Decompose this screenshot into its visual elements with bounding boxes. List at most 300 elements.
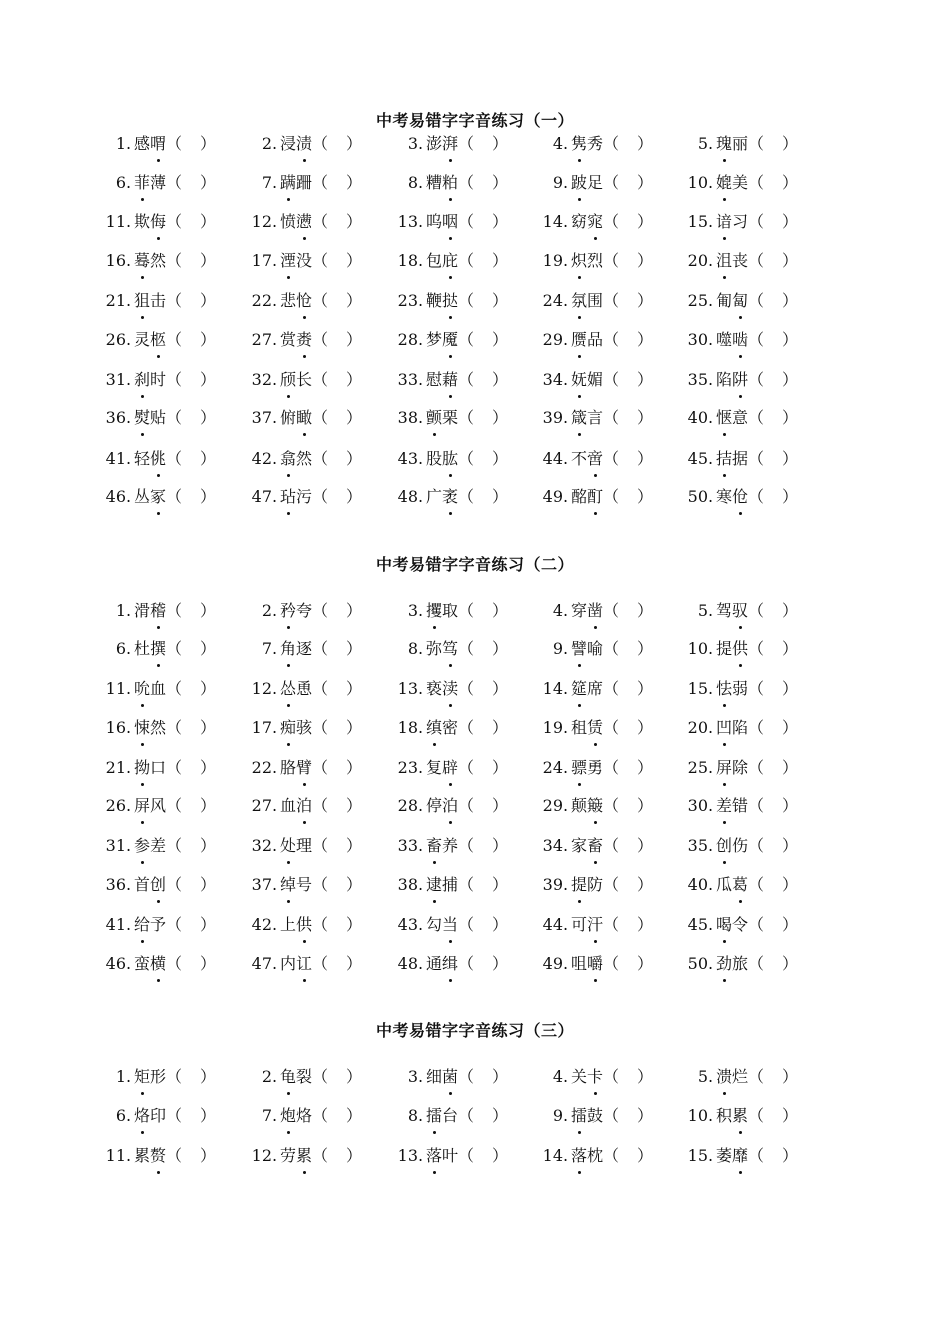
answer-blank[interactable] xyxy=(603,287,653,315)
answer-blank[interactable] xyxy=(166,483,216,511)
answer-blank[interactable] xyxy=(458,1142,508,1170)
question-word xyxy=(426,287,458,315)
question-item: 6. 烙印（ ） xyxy=(90,1102,216,1130)
answer-blank[interactable] xyxy=(603,950,653,978)
answer-blank[interactable] xyxy=(312,483,362,511)
section-title: 中考易错字字音练习（二） xyxy=(375,555,574,574)
character: 弥 xyxy=(426,639,443,658)
character: 然 xyxy=(150,251,167,270)
answer-blank[interactable] xyxy=(166,445,216,473)
answer-blank[interactable] xyxy=(603,247,653,275)
question-item: 3. 攫取（ ） xyxy=(382,597,508,625)
character: 租 xyxy=(571,718,588,737)
answer-blank[interactable] xyxy=(166,404,216,432)
character: 恿 xyxy=(296,679,313,698)
answer-blank[interactable] xyxy=(312,247,362,275)
marked-character: 袤 xyxy=(442,483,458,511)
question-item: 9. 跛足（ ） xyxy=(527,169,653,197)
answer-blank[interactable] xyxy=(166,675,216,703)
answer-blank[interactable] xyxy=(166,208,216,236)
answer-blank[interactable] xyxy=(166,287,216,315)
marked-character: 横 xyxy=(150,950,166,978)
answer-blank[interactable] xyxy=(166,754,216,782)
marked-character: 翕 xyxy=(280,445,296,473)
answer-blank[interactable] xyxy=(312,326,362,354)
question-item: 9. 擂鼓（ ） xyxy=(527,1102,653,1130)
marked-character: 佻 xyxy=(150,445,166,473)
question-number: 44 xyxy=(542,449,563,468)
answer-blank[interactable] xyxy=(166,247,216,275)
answer-blank[interactable] xyxy=(312,287,362,315)
answer-blank[interactable] xyxy=(166,366,216,394)
answer-blank[interactable] xyxy=(603,635,653,663)
answer-blank[interactable] xyxy=(166,911,216,939)
question-word xyxy=(716,950,748,978)
answer-blank[interactable] xyxy=(458,169,508,197)
marked-character: 菲 xyxy=(134,169,150,197)
question-word xyxy=(716,832,748,860)
answer-blank[interactable] xyxy=(748,597,798,625)
question-item: 4. 穿凿（ ） xyxy=(527,597,653,625)
marked-character: 拗 xyxy=(134,754,150,782)
answer-blank[interactable] xyxy=(312,208,362,236)
answer-blank[interactable] xyxy=(166,792,216,820)
answer-blank[interactable] xyxy=(603,792,653,820)
answer-blank[interactable] xyxy=(603,754,653,782)
question-item: 28. 停泊（ ） xyxy=(382,792,508,820)
character: 提 xyxy=(716,639,733,658)
character: 喻 xyxy=(587,639,604,658)
answer-blank[interactable] xyxy=(312,950,362,978)
answer-blank[interactable] xyxy=(312,1142,362,1170)
question-number: 6 xyxy=(115,639,126,658)
answer-blank[interactable] xyxy=(458,247,508,275)
answer-blank[interactable] xyxy=(458,714,508,742)
question-number: 32 xyxy=(251,370,272,389)
marked-character: 湃 xyxy=(442,130,458,158)
answer-blank[interactable] xyxy=(458,911,508,939)
question-word xyxy=(426,792,458,820)
question-item: 13. 落叶（ ） xyxy=(382,1142,508,1170)
character: 养 xyxy=(442,836,459,855)
marked-character: 媲 xyxy=(716,169,732,197)
question-word xyxy=(134,832,166,860)
answer-blank[interactable] xyxy=(748,404,798,432)
question-number: 22 xyxy=(251,758,272,777)
marked-character: 筵 xyxy=(571,675,587,703)
answer-blank[interactable] xyxy=(312,635,362,663)
question-word xyxy=(716,597,748,625)
marked-character: 葛 xyxy=(732,871,748,899)
answer-blank[interactable] xyxy=(603,445,653,473)
question-number: 48 xyxy=(397,487,418,506)
question-word xyxy=(716,1063,748,1091)
answer-blank[interactable] xyxy=(748,871,798,899)
question-item: 16. 蓦然（ ） xyxy=(90,247,216,275)
character: 胳 xyxy=(280,758,297,777)
question-item: 29. 颠簸（ ） xyxy=(527,792,653,820)
marked-character: 矜 xyxy=(280,597,296,625)
character: 停 xyxy=(426,796,443,815)
marked-character: 刹 xyxy=(134,366,150,394)
answer-blank[interactable] xyxy=(166,1063,216,1091)
section-title: 中考易错字字音练习（一） xyxy=(375,111,574,130)
question-item: 24. 氛围（ ） xyxy=(527,287,653,315)
question-word xyxy=(571,832,603,860)
marked-character: 蓦 xyxy=(134,247,150,275)
marked-character: 供 xyxy=(732,635,748,663)
question-number: 2 xyxy=(261,1067,272,1086)
question-word xyxy=(280,404,312,432)
character: 风 xyxy=(150,796,167,815)
question-number: 24 xyxy=(542,291,563,310)
question-word xyxy=(426,326,458,354)
answer-blank[interactable] xyxy=(458,287,508,315)
marked-character: 撰 xyxy=(150,635,166,663)
question-item: 20. 沮丧（ ） xyxy=(672,247,798,275)
question-item: 26. 屏风（ ） xyxy=(90,792,216,820)
marked-character: 攫 xyxy=(426,597,442,625)
question-word xyxy=(280,911,312,939)
answer-blank[interactable] xyxy=(603,597,653,625)
question-word xyxy=(716,326,748,354)
question-word xyxy=(571,597,603,625)
character: 赏 xyxy=(280,330,297,349)
question-number: 49 xyxy=(542,487,563,506)
question-number: 46 xyxy=(105,487,126,506)
marked-character: 落 xyxy=(426,1142,442,1170)
marked-character: 给 xyxy=(134,911,150,939)
answer-blank[interactable] xyxy=(312,445,362,473)
answer-blank[interactable] xyxy=(748,287,798,315)
character: 防 xyxy=(587,875,604,894)
answer-blank[interactable] xyxy=(166,597,216,625)
question-item: 12. 劳累（ ） xyxy=(236,1142,362,1170)
question-number: 24 xyxy=(542,758,563,777)
question-item: 46. 丛冢（ ） xyxy=(90,483,216,511)
question-item: 8. 弥笃（ ） xyxy=(382,635,508,663)
answer-blank[interactable] xyxy=(748,1142,798,1170)
question-word xyxy=(716,287,748,315)
answer-blank[interactable] xyxy=(312,911,362,939)
question-word xyxy=(134,792,166,820)
question-word xyxy=(571,130,603,158)
question-word xyxy=(134,754,166,782)
answer-blank[interactable] xyxy=(458,754,508,782)
answer-blank[interactable] xyxy=(603,911,653,939)
question-item: 10. 积累（ ） xyxy=(672,1102,798,1130)
question-word xyxy=(716,911,748,939)
answer-blank[interactable] xyxy=(748,208,798,236)
question-item: 31. 参差（ ） xyxy=(90,832,216,860)
question-word xyxy=(571,1102,603,1130)
answer-blank[interactable] xyxy=(603,1063,653,1091)
question-item: 40. 惬意（ ） xyxy=(672,404,798,432)
answer-blank[interactable] xyxy=(166,832,216,860)
question-number: 11 xyxy=(105,212,126,231)
answer-blank[interactable] xyxy=(748,911,798,939)
character: 围 xyxy=(587,291,604,310)
character: 捕 xyxy=(442,875,459,894)
question-item: 8. 擂台（ ） xyxy=(382,1102,508,1130)
question-word xyxy=(426,130,458,158)
question-item: 19. 炽烈（ ） xyxy=(527,247,653,275)
answer-blank[interactable] xyxy=(603,832,653,860)
marked-character: 凿 xyxy=(587,597,603,625)
answer-blank[interactable] xyxy=(166,1142,216,1170)
question-item: 46. 蛮横（ ） xyxy=(90,950,216,978)
answer-blank[interactable] xyxy=(458,792,508,820)
question-number: 47 xyxy=(251,954,272,973)
marked-character: 累 xyxy=(296,1142,312,1170)
answer-blank[interactable] xyxy=(166,130,216,158)
answer-blank[interactable] xyxy=(603,1142,653,1170)
question-item: 38. 逮捕（ ） xyxy=(382,871,508,899)
question-word xyxy=(134,287,166,315)
answer-blank[interactable] xyxy=(748,445,798,473)
question-number: 10 xyxy=(687,1106,708,1125)
answer-blank[interactable] xyxy=(748,792,798,820)
answer-blank[interactable] xyxy=(312,714,362,742)
answer-blank[interactable] xyxy=(166,169,216,197)
character: 意 xyxy=(732,408,749,427)
question-number: 4 xyxy=(552,1067,563,1086)
answer-blank[interactable] xyxy=(458,326,508,354)
answer-blank[interactable] xyxy=(603,169,653,197)
character: 慰 xyxy=(426,370,443,389)
answer-blank[interactable] xyxy=(748,247,798,275)
character: 灵 xyxy=(134,330,151,349)
question-word xyxy=(571,287,603,315)
character: 除 xyxy=(732,758,749,777)
marked-character: 创 xyxy=(150,871,166,899)
question-item: 10. 提供（ ） xyxy=(672,635,798,663)
question-item: 42. 翕然（ ） xyxy=(236,445,362,473)
question-word xyxy=(134,247,166,275)
question-word xyxy=(716,169,748,197)
question-word xyxy=(426,754,458,782)
question-item: 18. 包庇（ ） xyxy=(382,247,508,275)
answer-blank[interactable] xyxy=(603,404,653,432)
marked-character: 劲 xyxy=(716,950,732,978)
marked-character: 缜 xyxy=(426,714,442,742)
question-word xyxy=(134,169,166,197)
answer-blank[interactable] xyxy=(312,404,362,432)
character: 广 xyxy=(426,487,443,506)
answer-blank[interactable] xyxy=(748,675,798,703)
character: 薄 xyxy=(150,173,167,192)
question-number: 1 xyxy=(115,601,126,620)
answer-blank[interactable] xyxy=(312,169,362,197)
question-item: 13. 亵渎（ ） xyxy=(382,675,508,703)
question-number: 33 xyxy=(397,836,418,855)
character: 美 xyxy=(732,173,749,192)
question-number: 16 xyxy=(105,251,126,270)
answer-blank[interactable] xyxy=(748,130,798,158)
answer-blank[interactable] xyxy=(603,130,653,158)
answer-blank[interactable] xyxy=(166,326,216,354)
answer-blank[interactable] xyxy=(748,326,798,354)
question-item: 43. 股肱（ ） xyxy=(382,445,508,473)
answer-blank[interactable] xyxy=(166,950,216,978)
answer-blank[interactable] xyxy=(748,635,798,663)
answer-blank[interactable] xyxy=(458,445,508,473)
question-number: 43 xyxy=(397,449,418,468)
marked-character: 玷 xyxy=(280,483,296,511)
answer-blank[interactable] xyxy=(458,1102,508,1130)
marked-character: 凹 xyxy=(716,714,732,742)
question-item: 44. 不啻（ ） xyxy=(527,445,653,473)
marked-character: 擂 xyxy=(571,1102,587,1130)
character: 陷 xyxy=(732,718,749,737)
answer-blank[interactable] xyxy=(748,483,798,511)
question-number: 35 xyxy=(687,836,708,855)
answer-blank[interactable] xyxy=(312,754,362,782)
answer-blank[interactable] xyxy=(458,871,508,899)
answer-blank[interactable] xyxy=(458,208,508,236)
answer-blank[interactable] xyxy=(458,675,508,703)
marked-character: 簸 xyxy=(587,792,603,820)
question-word xyxy=(716,247,748,275)
question-word xyxy=(716,635,748,663)
question-word xyxy=(426,950,458,978)
question-row xyxy=(0,483,950,511)
question-word xyxy=(716,366,748,394)
question-word xyxy=(426,597,458,625)
question-item: 41. 轻佻（ ） xyxy=(90,445,216,473)
question-item: 15. 谙习（ ） xyxy=(672,208,798,236)
answer-blank[interactable] xyxy=(603,483,653,511)
answer-blank[interactable] xyxy=(166,635,216,663)
question-item: 47. 玷污（ ） xyxy=(236,483,362,511)
answer-blank[interactable] xyxy=(603,1102,653,1130)
answer-blank[interactable] xyxy=(312,130,362,158)
answer-blank[interactable] xyxy=(312,1102,362,1130)
question-item: 14. 落枕（ ） xyxy=(527,1142,653,1170)
character: 浸 xyxy=(280,134,297,153)
marked-character: 挞 xyxy=(442,287,458,315)
answer-blank[interactable] xyxy=(312,675,362,703)
answer-blank[interactable] xyxy=(748,366,798,394)
answer-blank[interactable] xyxy=(458,597,508,625)
answer-blank[interactable] xyxy=(603,366,653,394)
question-word xyxy=(716,483,748,511)
answer-blank[interactable] xyxy=(166,714,216,742)
question-item: 26. 灵柩（ ） xyxy=(90,326,216,354)
character: 澎 xyxy=(426,134,443,153)
question-item: 48. 通缉（ ） xyxy=(382,950,508,978)
question-item: 27. 血泊（ ） xyxy=(236,792,362,820)
character: 口 xyxy=(150,758,167,777)
marked-character: 供 xyxy=(296,911,312,939)
answer-blank[interactable] xyxy=(748,950,798,978)
character: 印 xyxy=(150,1106,167,1125)
question-item: 29. 赝品（ ） xyxy=(527,326,653,354)
marked-character: 擂 xyxy=(426,1102,442,1130)
answer-blank[interactable] xyxy=(458,1063,508,1091)
answer-blank[interactable] xyxy=(603,208,653,236)
question-number: 19 xyxy=(542,251,563,270)
question-item: 42. 上供（ ） xyxy=(236,911,362,939)
question-item: 3. 细菌（ ） xyxy=(382,1063,508,1091)
question-item: 45. 拮据（ ） xyxy=(672,445,798,473)
question-item: 39. 箴言（ ） xyxy=(527,404,653,432)
question-item: 36. 熨贴（ ） xyxy=(90,404,216,432)
question-number: 9 xyxy=(552,639,563,658)
answer-blank[interactable] xyxy=(748,754,798,782)
question-word xyxy=(716,871,748,899)
character: 内 xyxy=(280,954,297,973)
character: 形 xyxy=(150,1067,167,1086)
answer-blank[interactable] xyxy=(312,792,362,820)
question-word xyxy=(571,635,603,663)
question-item: 2. 浸渍（ ） xyxy=(236,130,362,158)
character: 股 xyxy=(426,449,443,468)
answer-blank[interactable] xyxy=(458,832,508,860)
answer-blank[interactable] xyxy=(312,832,362,860)
question-item: 11. 吮血（ ） xyxy=(90,675,216,703)
answer-blank[interactable] xyxy=(312,1063,362,1091)
answer-blank[interactable] xyxy=(603,714,653,742)
marked-character: 卡 xyxy=(587,1063,603,1091)
question-row xyxy=(0,1142,950,1170)
answer-blank[interactable] xyxy=(458,635,508,663)
marked-character: 熨 xyxy=(134,404,150,432)
question-row xyxy=(0,404,950,432)
answer-blank[interactable] xyxy=(458,483,508,511)
answer-blank[interactable] xyxy=(312,366,362,394)
question-word xyxy=(280,832,312,860)
answer-blank[interactable] xyxy=(748,1063,798,1091)
answer-blank[interactable] xyxy=(458,130,508,158)
answer-blank[interactable] xyxy=(312,871,362,899)
answer-blank[interactable] xyxy=(603,326,653,354)
character: 错 xyxy=(732,796,749,815)
answer-blank[interactable] xyxy=(166,871,216,899)
answer-blank[interactable] xyxy=(458,950,508,978)
question-number: 41 xyxy=(105,449,126,468)
question-row xyxy=(0,247,950,275)
marked-character: 龟 xyxy=(280,1063,296,1091)
answer-blank[interactable] xyxy=(748,1102,798,1130)
marked-character: 颤 xyxy=(426,404,442,432)
question-number: 14 xyxy=(542,1146,563,1165)
marked-character: 泊 xyxy=(442,792,458,820)
character: 积 xyxy=(716,1106,733,1125)
question-number: 10 xyxy=(687,639,708,658)
answer-blank[interactable] xyxy=(312,597,362,625)
answer-blank[interactable] xyxy=(748,714,798,742)
character: 令 xyxy=(732,915,749,934)
question-number: 34 xyxy=(542,370,563,389)
question-word xyxy=(134,483,166,511)
question-number: 8 xyxy=(407,173,418,192)
character: 烙 xyxy=(296,1106,313,1125)
question-item: 8. 糟粕（ ） xyxy=(382,169,508,197)
character: 愤 xyxy=(280,212,297,231)
answer-blank[interactable] xyxy=(603,871,653,899)
answer-blank[interactable] xyxy=(748,169,798,197)
answer-blank[interactable] xyxy=(458,366,508,394)
answer-blank[interactable] xyxy=(458,404,508,432)
answer-blank[interactable] xyxy=(166,1102,216,1130)
answer-blank[interactable] xyxy=(603,675,653,703)
answer-blank[interactable] xyxy=(748,832,798,860)
character: 劳 xyxy=(280,1146,297,1165)
character: 予 xyxy=(150,915,167,934)
question-number: 3 xyxy=(407,601,418,620)
question-number: 15 xyxy=(687,1146,708,1165)
